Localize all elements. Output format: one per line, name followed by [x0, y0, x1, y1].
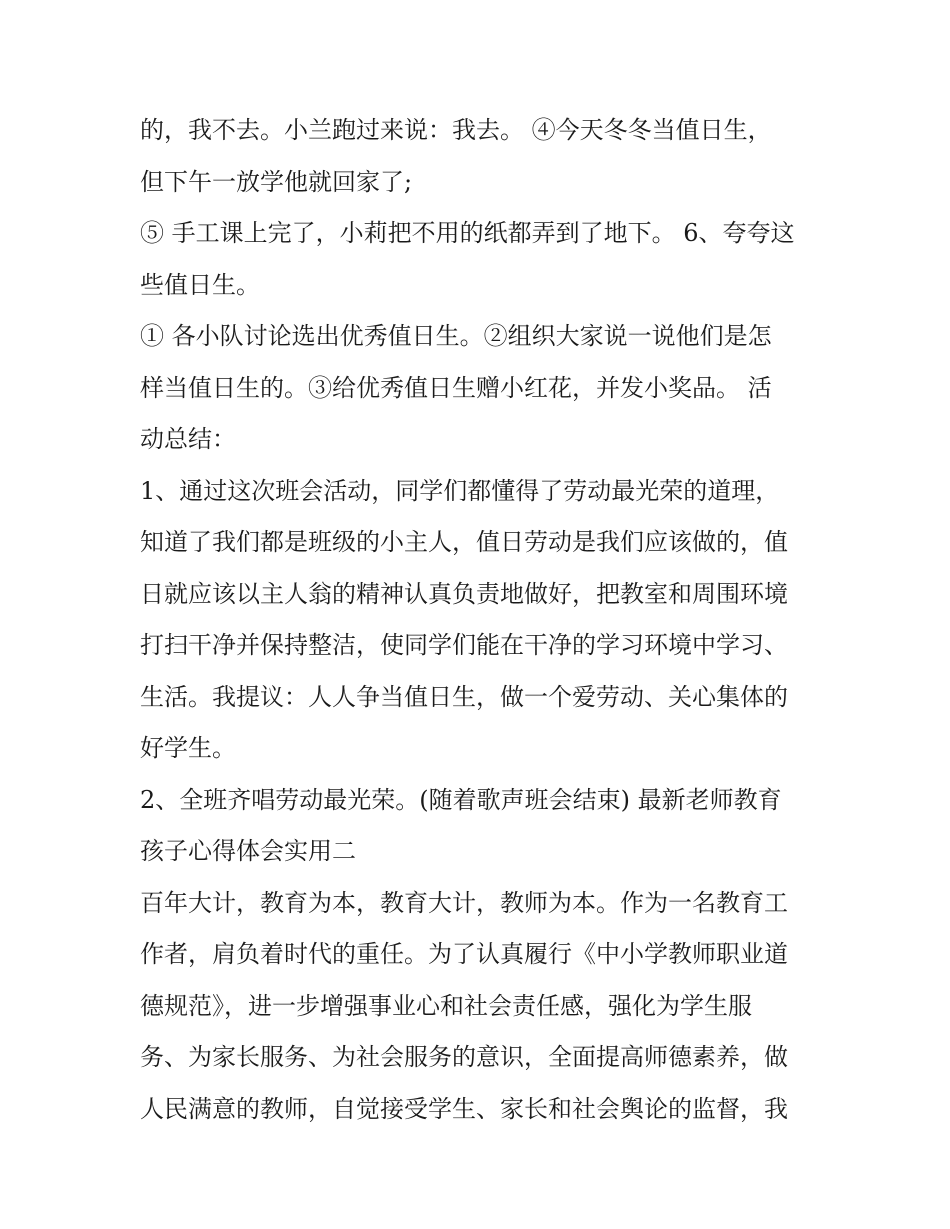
text-line: 百年大计，教育为本，教育大计，教师为本。作为一名教育工 — [140, 888, 788, 917]
text-line: 但下午一放学他就回家了; — [140, 167, 413, 196]
text-line: 日就应该以主人翁的精神认真负责地做好，把教室和周围环境 — [140, 579, 788, 608]
text-line: 2、全班齐唱劳动最光荣。(随着歌声班会结束) 最新老师教育 — [140, 785, 782, 814]
text-line: 务、为家长服务、为社会服务的意识，全面提高师德素养，做 — [140, 1043, 788, 1071]
text-line: 1、通过这次班会活动，同学们都懂得了劳动最光荣的道理， — [140, 476, 780, 505]
text-line: ⑤ 手工课上完了，小莉把不用的纸都弄到了地下。 6、夸夸这 — [140, 219, 795, 247]
text-line: 打扫干净并保持整洁，使同学们能在干净的学习环境中学习、 — [140, 631, 788, 659]
text-line: 德规范》，进一步增强事业心和社会责任感，强化为学生服 — [140, 991, 752, 1020]
text-line: 些值日生。 — [140, 270, 260, 299]
text-line: 好学生。 — [140, 734, 236, 762]
text-line: 人民满意的教师，自觉接受学生、家长和社会舆论的监督，我 — [140, 1094, 788, 1123]
text-line: 生活。我提议：人人争当值日生，做一个爱劳动、关心集体的 — [140, 682, 788, 711]
body-text — [140, 107, 830, 1137]
text-line: 孩子心得体会实用二 — [140, 837, 356, 865]
text-line: 作者，肩负着时代的重任。为了认真履行《中小学教师职业道 — [140, 940, 788, 968]
text-line: 动总结： — [140, 425, 236, 453]
text-line: ① 各小队讨论选出优秀值日生。②组织大家说一说他们是怎 — [140, 322, 772, 350]
text-line: 知道了我们都是班级的小主人，值日劳动是我们应该做的，值 — [140, 528, 788, 556]
text-line: 的，我不去。小兰跑过来说：我去。 ④今天冬冬当值日生， — [140, 116, 772, 144]
text-line: 样当值日生的。③给优秀值日生赠小红花，并发小奖品。 活 — [140, 373, 772, 402]
